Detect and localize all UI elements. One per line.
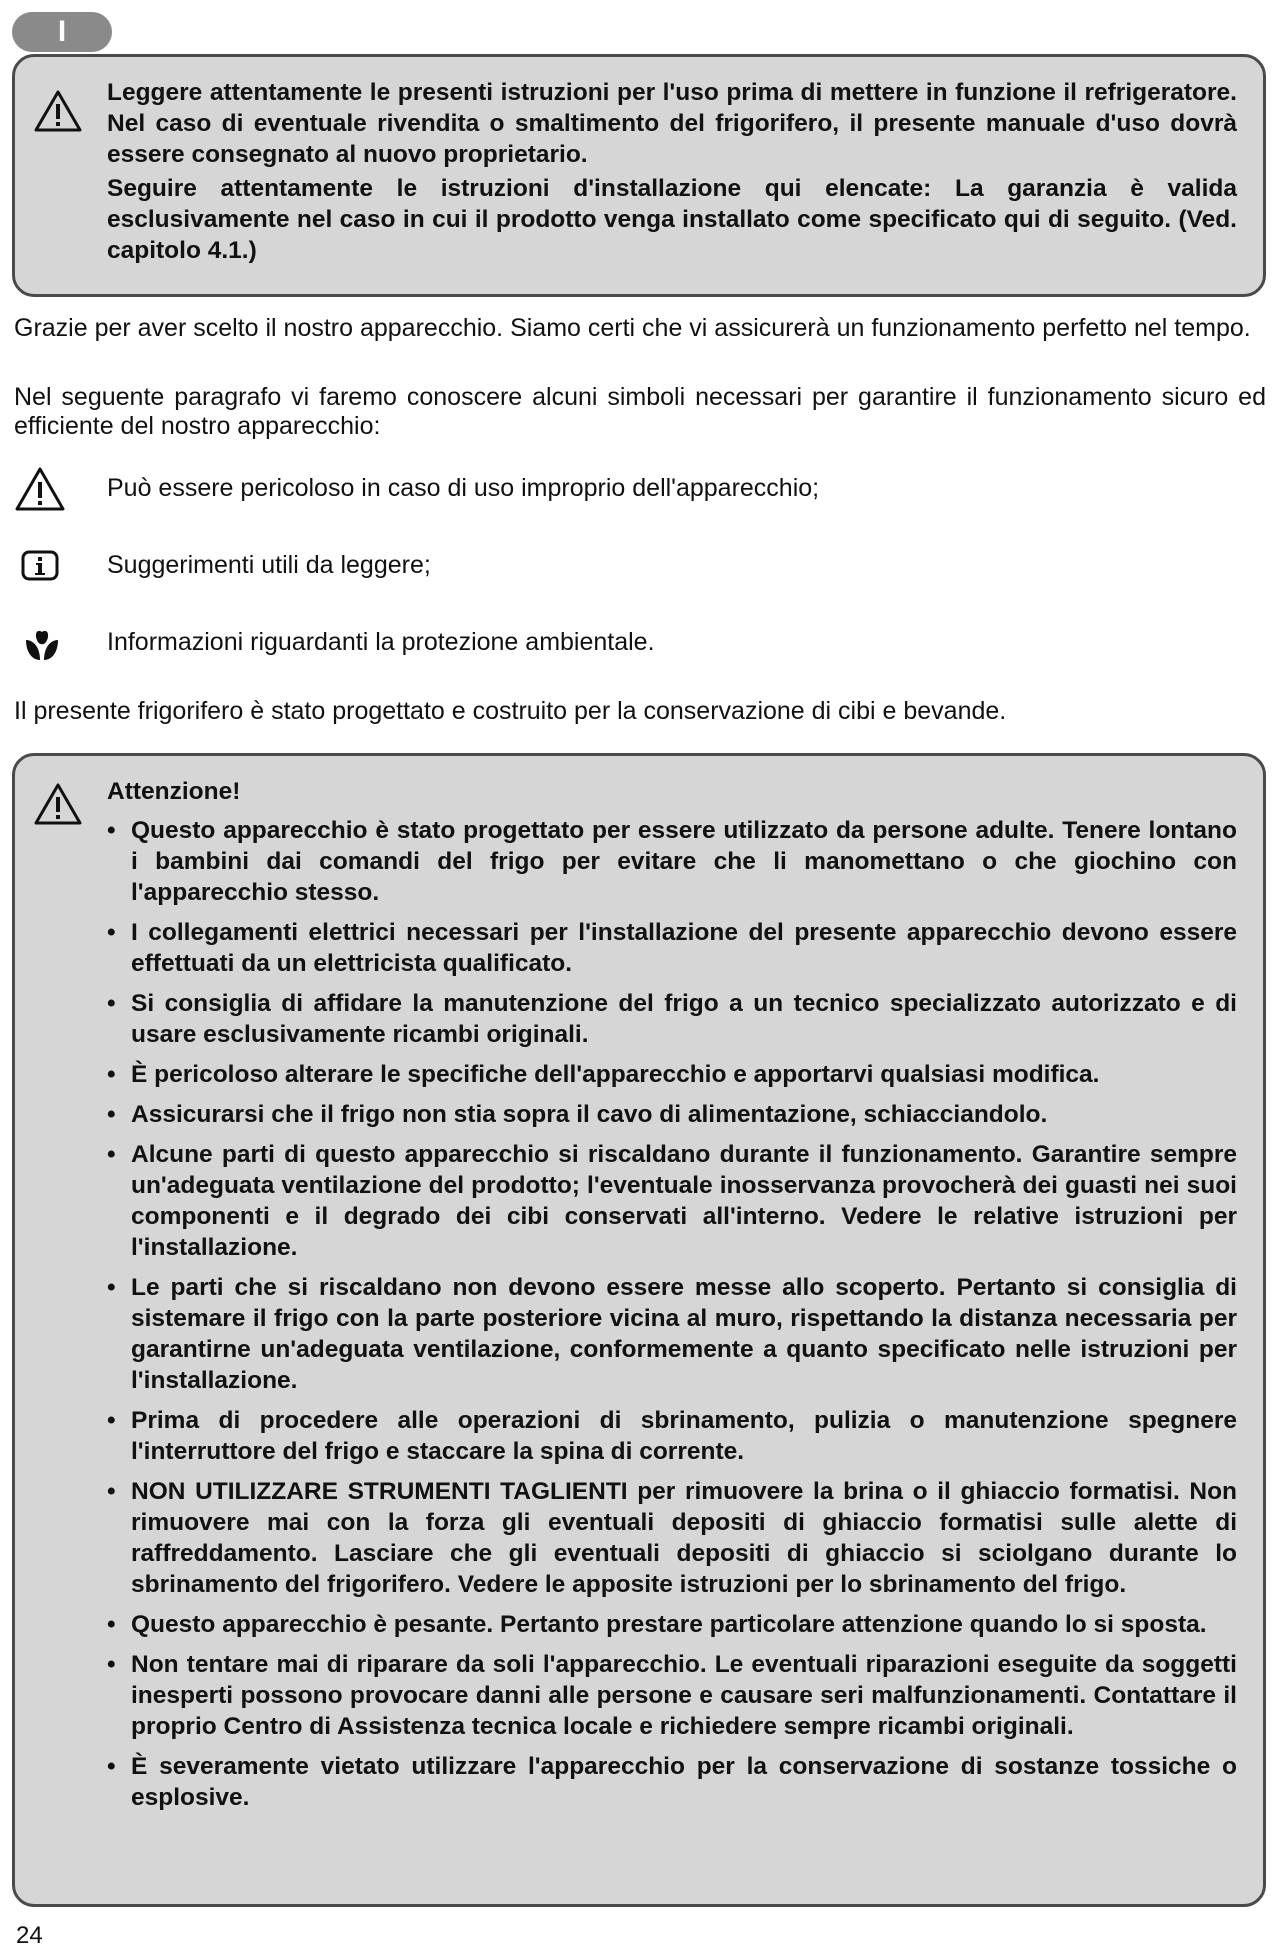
symbol-row-warning xyxy=(14,466,1214,516)
environment-flower-icon xyxy=(14,620,70,666)
symbol-description: Può essere pericoloso in caso di uso improprio dell'apparecchio; xyxy=(107,474,820,502)
symbols-intro-paragraph: Nel seguente paragrafo vi faremo conoscere alcuni simboli necessari per garantire il funzionamento sicuro ed efficiente del nostro apparecchio: xyxy=(14,383,1266,440)
bullet: • xyxy=(107,1061,116,1088)
warning-triangle-icon xyxy=(33,782,83,826)
bullet: • xyxy=(107,1141,116,1168)
list-item xyxy=(107,1099,1237,1130)
bullet: • xyxy=(107,1651,116,1678)
item-text: NON UTILIZZARE STRUMENTI TAGLIENTI per rimuovere la brina o il ghiaccio formatisi. Non rimuovere mai con la forza gli eventuali depositi di ghiaccio formatisi sulle alette di raffreddamento. Lasciare che gli eventuali depositi di ghiaccio si sciolgano durante lo sbrinamento del frigorifero. Vedere le apposite istruzioni per lo sbrinamento del frigo. xyxy=(131,1478,1237,1598)
list-item xyxy=(107,1649,1237,1742)
intro-paragraph: Seguire attentamente le istruzioni d'installazione qui elencate: La garanzia è valida esclusivamente nel caso in cui il prodotto venga installato come specificato qui di seguito. (Ved. capitolo 4.1.) xyxy=(107,175,1237,264)
item-text: Prima di procedere alle operazioni di sbrinamento, pulizia o manutenzione spegnere l'interruttore del frigo e staccare la spina di corrente. xyxy=(131,1407,1237,1465)
warning-triangle-icon xyxy=(33,89,83,133)
list-item xyxy=(107,1609,1237,1640)
list-item xyxy=(107,1272,1237,1396)
bullet: • xyxy=(107,817,116,844)
intro-text xyxy=(107,77,1237,269)
item-text: È pericoloso alterare le specifiche dell'apparecchio e apportarvi qualsiasi modifica. xyxy=(131,1061,1100,1088)
purpose-paragraph: Il presente frigorifero è stato progettato e costruito per la conservazione di cibi e bevande. xyxy=(14,697,1007,725)
page-number: 24 xyxy=(16,1922,43,1949)
bullet: • xyxy=(107,1478,116,1505)
attention-list xyxy=(107,815,1237,1813)
bullet: • xyxy=(107,1101,116,1128)
attention-box xyxy=(12,753,1266,1907)
list-item xyxy=(107,988,1237,1050)
item-text: Questo apparecchio è pesante. Pertanto prestare particolare attenzione quando lo si sposta. xyxy=(131,1611,1207,1638)
info-icon xyxy=(14,543,66,587)
list-item xyxy=(107,815,1237,908)
attention-title: Attenzione! xyxy=(107,778,241,805)
bullet: • xyxy=(107,990,116,1017)
symbol-description: Suggerimenti utili da leggere; xyxy=(107,551,431,579)
bullet: • xyxy=(107,1753,116,1780)
symbol-description: Informazioni riguardanti la protezione ambientale. xyxy=(107,628,655,656)
symbol-row-environment xyxy=(14,620,1214,670)
item-text: Alcune parti di questo apparecchio si riscaldano durante il funzionamento. Garantire sempre un'adeguata ventilazione del prodotto; l'eventuale inosservanza provocherà dei guasti nei suoi componenti e il degrado dei cibi conservati all'interno. Vedere le relative istruzioni per l'installazione. xyxy=(131,1141,1237,1261)
list-item xyxy=(107,1476,1237,1600)
list-item xyxy=(107,1405,1237,1467)
language-tab: I xyxy=(12,12,112,52)
thanks-paragraph: Grazie per aver scelto il nostro apparecchio. Siamo certi che vi assicurerà un funzionamento perfetto nel tempo. xyxy=(14,314,1251,342)
list-item xyxy=(107,1751,1237,1813)
list-item xyxy=(107,917,1237,979)
item-text: Non tentare mai di riparare da soli l'apparecchio. Le eventuali riparazioni eseguite da soggetti inesperti possono provocare danni alle persone e causare seri malfunzionamenti. Contattare il proprio Centro di Assistenza tecnica locale e richiedere sempre ricambi originali. xyxy=(131,1651,1237,1740)
symbol-row-info xyxy=(14,543,1214,593)
list-item xyxy=(107,1059,1237,1090)
item-text: Questo apparecchio è stato progettato per essere utilizzato da persone adulte. Tenere lontano i bambini dai comandi del frigo per evitare che li manomettano o che giochino con l'apparecchio stesso. xyxy=(131,817,1237,906)
list-item xyxy=(107,1139,1237,1263)
bullet: • xyxy=(107,919,116,946)
intro-paragraph: Leggere attentamente le presenti istruzioni per l'uso prima di mettere in funzione il refrigeratore. Nel caso di eventuale rivendita o smaltimento del frigorifero, il presente manuale d'uso dovrà essere consegnato al nuovo proprietario. xyxy=(107,79,1237,168)
item-text: È severamente vietato utilizzare l'apparecchio per la conservazione di sostanze tossiche o esplosive. xyxy=(131,1753,1237,1811)
item-text: I collegamenti elettrici necessari per l'installazione del presente apparecchio devono essere effettuati da un elettricista qualificato. xyxy=(131,919,1237,977)
bullet: • xyxy=(107,1611,116,1638)
item-text: Le parti che si riscaldano non devono essere messe allo scoperto. Pertanto si consiglia di sistemare il frigo con la parte posteriore vicina al muro, rispettando la distanza necessaria per garantirne un'adeguata ventilazione, conformemente a quanto specificato nelle istruzioni per l'installazione. xyxy=(131,1274,1237,1394)
attention-content xyxy=(107,776,1237,1822)
warning-triangle-icon xyxy=(14,466,66,512)
item-text: Si consiglia di affidare la manutenzione del frigo a un tecnico specializzato autorizzato e di usare esclusivamente ricambi originali. xyxy=(131,990,1237,1048)
intro-warning-box xyxy=(12,54,1266,297)
item-text: Assicurarsi che il frigo non stia sopra il cavo di alimentazione, schiacciandolo. xyxy=(131,1101,1048,1128)
bullet: • xyxy=(107,1274,116,1301)
bullet: • xyxy=(107,1407,116,1434)
